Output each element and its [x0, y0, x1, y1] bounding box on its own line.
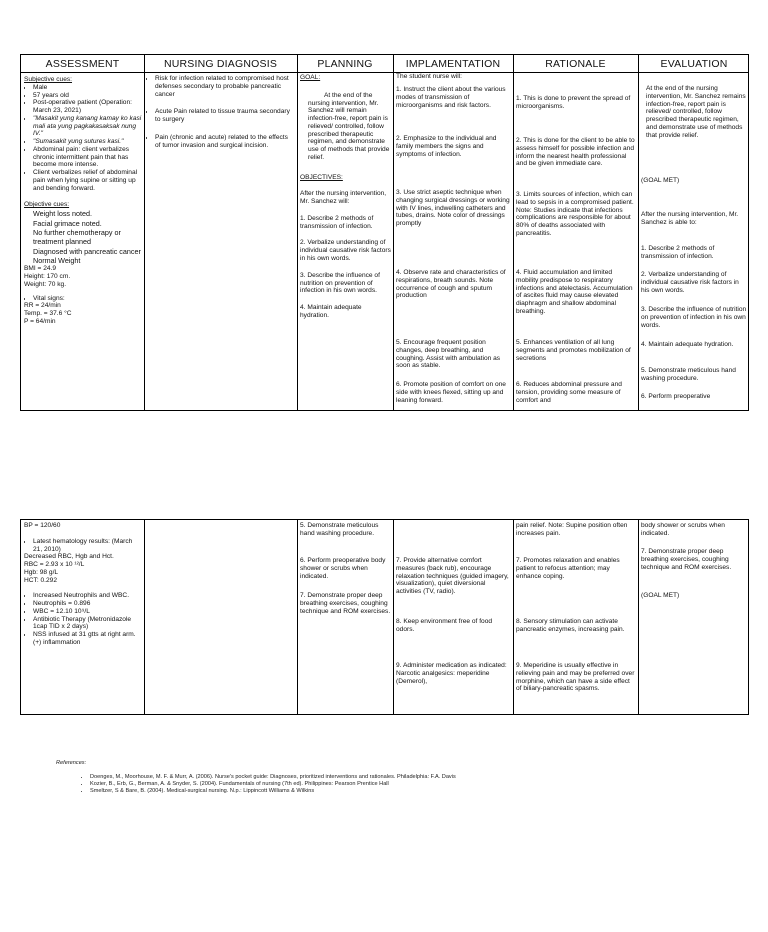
rationale-item: 2. This is done for the client to be able to assess himself for possible infection and inform the nearest health professional and be given immediate care.	[516, 137, 635, 168]
list-item: • Facial grimace noted.	[33, 219, 142, 228]
objective-item: 3. Describe the influence of nutrition on prevention of infection in his own words.	[300, 271, 380, 295]
objectives-intro: After the nursing intervention, Mr. Sanchez will:	[300, 190, 387, 206]
implementation-item: 2. Emphasize to the individual and family members the signs and symptoms of infection.	[396, 135, 497, 158]
list-item: • Weight loss noted.	[33, 209, 142, 218]
list-item: • Abdominal pain: client verbalizes chronic intermittent pain that has become more intense.	[33, 146, 142, 169]
rationale-item: 7. Promotes relaxation and enables patient to refocus attention; may enhance coping.	[516, 557, 620, 580]
reference-item: • Doenges, M., Moorhouse, M. F. & Murr, A. (2006). Nurse's pocket guide: Diagnoses, prioritized interventions and rationales. Philadelphia: F.A. Davis	[90, 774, 456, 781]
list-item: • Client verbalizes relief of abdominal pain when lying supine or sitting up and bending forward.	[33, 169, 142, 192]
evaluation-cell-continued	[641, 522, 747, 712]
list-item: • Latest hematology results: (March 21, 2010)	[33, 538, 142, 554]
goal-text: At the end of the nursing intervention, Mr. Sanchez will remain infection-free, report pain is relieved/ controlled, follow prescribed therapeutic regimen, and demonstrate use of methods that provide relief.	[308, 91, 390, 161]
list-item: • Diagnosed with pancreatic cancer	[33, 247, 142, 256]
evaluation-cell	[641, 73, 747, 411]
list-item: • "Masakit yung kanang kamay ko kasi mali ata yung pagkakasaksak nung IV."	[33, 115, 142, 138]
evaluation-item: 3. Describe the influence of nutrition on prevention of infection in his own words.	[641, 306, 747, 329]
evaluation-item: 5. Demonstrate meticulous hand washing procedure.	[641, 367, 736, 382]
evaluation-intro: After the nursing intervention, Mr. Sanchez is able to:	[641, 211, 739, 226]
rationale-item: pain relief. Note: Supine position often increases pain.	[516, 522, 628, 537]
references-title: References:	[56, 760, 87, 766]
implementation-item: 4. Observe rate and characteristics of respirations, breath sounds. Note occurrence of cough and sputum production	[396, 269, 506, 300]
objective-item: 4. Maintain adequate hydration.	[300, 304, 362, 319]
bp-line: BP = 120/60	[24, 522, 61, 529]
list-item: • Antibiotic Therapy (Metronidazole 1cap TID x 2 days)	[33, 616, 142, 632]
implementation-item: 9. Administer medication as indicated: Narcotic analgesics: meperidine (Demerol),	[396, 662, 507, 685]
vitals-line: Weight: 70 kg.	[24, 280, 67, 288]
implementation-cell	[396, 73, 511, 411]
rationale-item: 5. Enhances ventilation of all lung segments and promotes mobilization of secretions	[516, 339, 631, 362]
subjective-cues-title: Subjective cues:	[24, 76, 73, 83]
header-assessment: ASSESSMENT	[45, 57, 120, 70]
evaluation-item: body shower or scrubs when indicated.	[641, 522, 725, 537]
rationale-item: 9. Meperidine is usually effective in relieving pain and may be preferred over morphine, which can have a side effect of biliary-pancreatic spasms.	[516, 662, 635, 693]
list-item: • "Sumasakit yung sutures kasi."	[33, 138, 142, 146]
vitals-line: P = 64/min	[24, 318, 56, 325]
list-item: • Increased Neutrophils and WBC.	[33, 592, 142, 600]
planning-item: 5. Demonstrate meticulous hand washing procedure.	[300, 522, 379, 537]
header-rationale: RATIONALE	[545, 57, 606, 70]
objectives-title: OBJECTIVES:	[300, 173, 343, 181]
list-item: • Risk for infection related to compromised host defenses secondary to probable pancreatic cancer	[155, 75, 295, 98]
implementation-intro: The student nurse will:	[396, 73, 462, 80]
list-item: • Vital signs:	[33, 295, 142, 303]
rationale-item: 8. Sensory stimulation can activate pancreatic enzymes, increasing pain.	[516, 618, 625, 633]
vitals-line: BMI = 24.9	[24, 265, 57, 273]
rationale-item: 6. Reduces abdominal pressure and tension, providing some measure of comfort and	[516, 381, 622, 404]
implementation-item: 7. Provide alternative comfort measures (back rub), encourage relaxation techniques (guided imagery, visualization), quiet diversional activities (TV, radio).	[396, 557, 509, 596]
references-list	[56, 774, 456, 795]
objective-cues-title: Objective cues:	[24, 201, 70, 209]
list-item: • NSS infused at 31 gtts at right arm. (+) inflammation	[33, 631, 142, 647]
rationale-cell	[516, 73, 636, 411]
assessment-cell	[24, 76, 142, 410]
care-plan-table-page1	[20, 54, 749, 411]
list-item: • Neutrophils = 0.896	[33, 600, 142, 608]
objective-cues-list	[24, 209, 142, 265]
lab-line: Hgb: 98 g/L	[24, 568, 59, 576]
goal-title: GOAL:	[300, 74, 321, 81]
rationale-item: 1. This is done to prevent the spread of microorganisms.	[516, 95, 631, 110]
planning-item: 7. Demonstrate proper deep breathing exercises, coughing technique and ROM exercises.	[300, 592, 391, 615]
lab-line: RBC = 2.93 x 10 ¹²/L	[24, 561, 85, 569]
list-item: • Pain (chronic and acute) related to the effects of tumor invasion and surgical incision.	[155, 134, 295, 150]
list-item: • Post-operative patient (Operation: March 23, 2021)	[33, 99, 142, 115]
list-item: • No further chemotherapy or treatment planned	[33, 228, 142, 247]
list-item: • Male	[33, 84, 142, 92]
evaluation-item: 6. Perform preoperative	[641, 393, 711, 400]
rationale-item: 4. Fluid accumulation and limited mobility predispose to respiratory infections and atelectasis. Accumulation of ascites fluid may cause elevated diaphragm and shallow abdominal breathing.	[516, 269, 633, 315]
lab-list	[24, 592, 142, 646]
evaluation-item: 2. Verbalize understanding of individual causative risk factors in his own words.	[641, 271, 739, 294]
objective-item: 1. Describe 2 methods of transmission of infection.	[300, 214, 374, 230]
list-item: • WBC = 12.10 10⁹/L	[33, 608, 142, 616]
evaluation-text: At the end of the nursing intervention, Mr. Sanchez remains infection-free, report pain is relieved/ controlled, follow prescribed therapeutic regimen, and demonstrate use of methods that provide relief.	[646, 85, 746, 139]
header-nursing-diagnosis: NURSING DIAGNOSIS	[163, 57, 278, 70]
rationale-item: 3. Limits sources of infection, which can lead to sepsis in a compromised patient. Note: Studies indicate that infections complications are responsible for about 80% of deaths associated with pancreatitis.	[516, 191, 634, 237]
vitals-line: Height: 170 cm.	[24, 273, 71, 281]
lab-line: Decreased RBC, Hgb and Hct.	[24, 553, 114, 561]
list-item: • Acute Pain related to tissue trauma secondary to surgery	[155, 108, 295, 124]
care-plan-table-page2	[20, 519, 749, 715]
vitals-line: Temp. = 37.6 °C	[24, 310, 72, 318]
implementation-item: 6. Promote position of comfort on one side with knees flexed, sitting up and leaning forward.	[396, 381, 506, 404]
evaluation-item: 4. Maintain adequate hydration.	[641, 341, 734, 348]
header-evaluation: EVALUATION	[660, 57, 728, 70]
implementation-item: 8. Keep environment free of food odors.	[396, 618, 493, 633]
reference-item: • Kozier, B., Erb, G., Berman, A. & Snyder, S. (2004). Fundamentals of nursing (7th ed). Philippines: Pearson Prentice Hall	[90, 781, 456, 788]
evaluation-item: 7. Demonstrate proper deep breathing exercises, coughing technique and ROM exercises.	[641, 548, 732, 571]
subjective-cues-list	[24, 84, 142, 193]
reference-item: • Smeltzer, S & Bare, B. (2004). Medical-surgical nursing. N.p.: Lippincott Williams & Wilkins	[90, 788, 456, 795]
header-planning: PLANNING	[317, 57, 373, 70]
planning-item: 6. Perform preoperative body shower or scrubs when indicated.	[300, 557, 386, 580]
list-item: • 57 years old	[33, 92, 142, 100]
assessment-cell-continued	[24, 522, 142, 712]
implementation-item: 3. Use strict aseptic technique when changing surgical dressings or working with IV lines, indwelling catheters and tubes, drains. Note color of dressings promptly	[396, 189, 510, 228]
goal-met-label: (GOAL MET)	[641, 177, 680, 184]
diagnosis-cell	[146, 75, 295, 409]
diagnosis-list	[146, 75, 295, 149]
vitals-line: RR = 24/min	[24, 302, 61, 310]
rationale-cell-continued	[516, 522, 636, 712]
goal-met-label: (GOAL MET)	[641, 592, 680, 599]
evaluation-item: 1. Describe 2 methods of transmission of infection.	[641, 245, 715, 260]
header-implementation: IMPLAMENTATION	[405, 57, 501, 70]
vital-signs-list	[24, 295, 142, 303]
lab-line: HCT: 0.292	[24, 576, 57, 584]
list-item: • Normal Weight	[33, 256, 142, 265]
planning-cell-continued	[300, 522, 392, 712]
references-section	[56, 760, 456, 795]
hematology-list	[24, 538, 142, 554]
planning-cell	[300, 74, 392, 410]
implementation-cell-continued	[396, 522, 511, 712]
implementation-item: 1. Instruct the client about the various modes of transmission of microorganisms and risk factors.	[396, 86, 506, 109]
implementation-item: 5. Encourage frequent position changes, deep breathing, and coughing. Assist with ambulation as soon as stable.	[396, 339, 501, 370]
objective-item: 2. Verbalize understanding of individual causative risk factors in his own words.	[300, 239, 391, 263]
